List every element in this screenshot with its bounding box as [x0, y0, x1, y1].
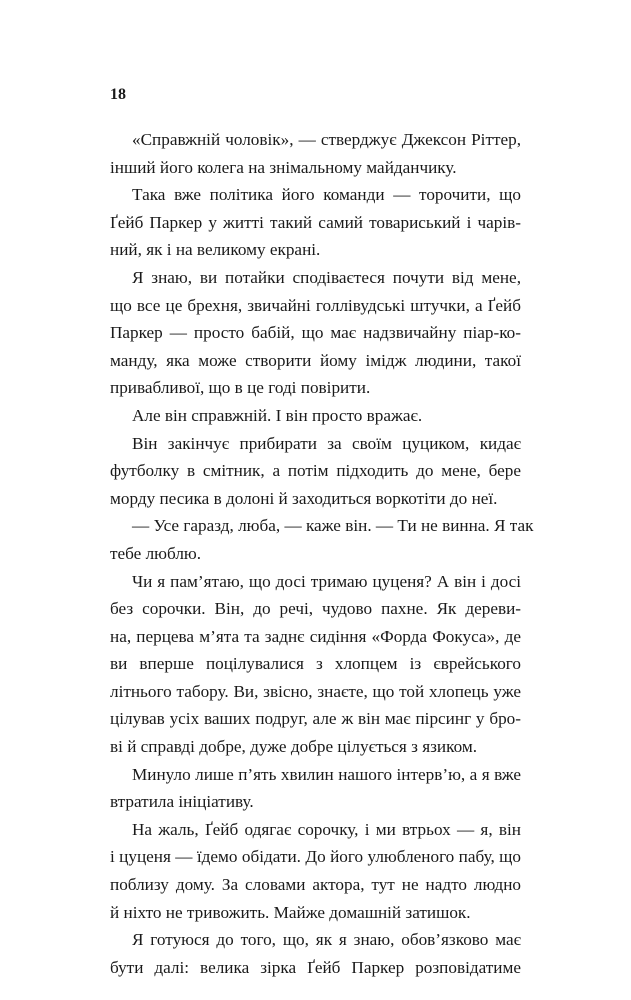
text-line: Чи я пам’ятаю, що досі тримаю цуценя? А він і досі: [132, 571, 521, 591]
text-line: морду песика в долоні й заходиться воркотіти до неї.: [110, 488, 498, 508]
text-line: Минуло лише п’ять хвилин нашого інтерв’ю, а я вже: [132, 764, 521, 784]
text-line: ви вперше поцілувалися з хлопцем із єврейського: [110, 654, 521, 674]
text-line: літнього табору. Ви, звісно, знаєте, що той хлопець уже: [110, 681, 521, 701]
body-text: [110, 126, 534, 981]
text-line: без сорочки. Він, до речі, чудово пахне. Як дереви-: [110, 599, 521, 619]
text-line: тебе люблю.: [110, 543, 202, 563]
text-line: й ніхто не тривожить. Майже домашній затишок.: [110, 902, 471, 922]
text-line: На жаль, Ґейб одягає сорочку, і ми втрьох — я, він: [132, 819, 521, 839]
text-line: що все це брехня, звичайні голлівудські штучки, а Ґейб: [110, 295, 521, 315]
text-line: Ґейб Паркер у житті такий самий товариський і чарів-: [110, 212, 521, 232]
text-line: Він закінчує прибирати за своїм цуциком, кидає: [132, 433, 521, 453]
text-line: і цуценя — їдемо обідати. До його улюбленого пабу, що: [110, 847, 521, 867]
text-line: привабливої, що в це годі повірити.: [110, 378, 371, 398]
text-line: на, перцева м’ята та заднє сидіння «Форда Фокуса», де: [110, 626, 521, 646]
text-line: футболку в смітник, а потім підходить до мене, бере: [110, 461, 521, 481]
text-line: інший його колега на знімальному майданчику.: [110, 157, 457, 177]
text-line: цілував усіх ваших подруг, але ж він має пірсинг у бро-: [110, 709, 521, 729]
text-line: Паркер — просто бабій, що має надзвичайну піар-ко-: [110, 323, 521, 343]
text-line: «Справжній чоловік», — стверджує Джексон Ріттер,: [132, 130, 521, 149]
text-line: Я готуюся до того, що, як я знаю, обов’язково має: [132, 930, 521, 950]
text-line: манду, яка може створити йому імідж людини, такої: [110, 350, 521, 370]
text-line: поблизу дому. За словами актора, тут не надто людно: [110, 875, 521, 895]
text-line: втратила ініціативу.: [110, 792, 254, 812]
text-line: Я знаю, ви потайки сподіваєтеся почути від мене,: [132, 267, 521, 287]
text-line: Така вже політика його команди — торочити, що: [132, 185, 521, 205]
text-line: бути далі: велика зірка Ґейб Паркер розповідатиме: [110, 957, 521, 977]
text-line: — Усе гаразд, люба, — каже він. — Ти не винна. Я так: [132, 516, 534, 536]
page-number: 18: [110, 86, 126, 103]
text-line: Але він справжній. І він просто вражає.: [132, 405, 423, 425]
text-line: ний, як і на великому екрані.: [110, 240, 321, 260]
text-line: ві й справді добре, дуже добре цілується з язиком.: [110, 737, 478, 757]
